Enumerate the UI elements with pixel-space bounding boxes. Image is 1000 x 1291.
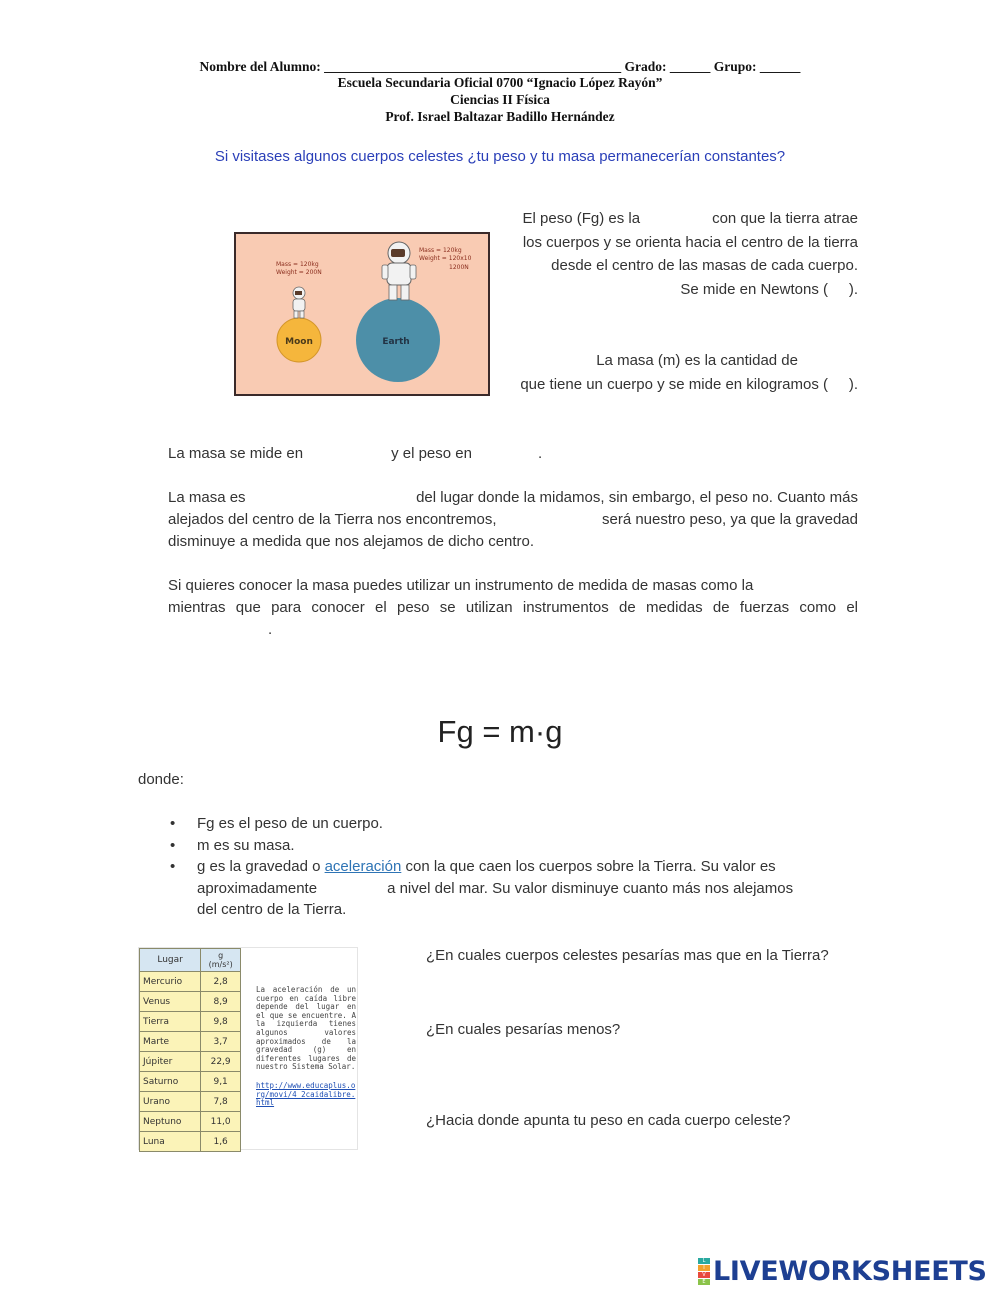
bullet-icon: • (170, 815, 176, 832)
earth-weight-label: Weight = 120x10 (419, 255, 472, 262)
table-cell-g: 22,9 (201, 1052, 241, 1072)
table-cell-g: 1,6 (201, 1132, 241, 1152)
table-row (140, 1132, 241, 1152)
subject-name: Ciencias II Física (450, 92, 550, 107)
column-header-g-symbol: g (218, 951, 224, 960)
table-cell-lugar: Mercurio (140, 972, 201, 992)
peso-def-text-1b: con que la tierra atrae (712, 210, 858, 227)
table-cell-lugar: Luna (140, 1132, 201, 1152)
table-cell-lugar: Urano (140, 1092, 201, 1112)
table-cell-lugar: Tierra (140, 1012, 201, 1032)
peso-definition (490, 207, 858, 301)
logo-badge-icon: L I V E (698, 1258, 710, 1285)
table-cell-g: 7,8 (201, 1092, 241, 1112)
table-cell-lugar: Marte (140, 1032, 201, 1052)
gravity-table (139, 948, 241, 1152)
column-header-g-unit: (m/s²) (208, 960, 233, 969)
bullet-icon: • (170, 858, 176, 875)
logo-text: LIVEWORKSHEETS (713, 1255, 987, 1287)
bullet-text-3c: aproximadamente (197, 879, 318, 897)
moon-mass-label: Mass = 120kg (276, 261, 319, 268)
table-row (140, 1052, 241, 1072)
peso-def-text-4: Se mide en Newtons ( ). (680, 280, 858, 298)
table-cell-g: 9,8 (201, 1012, 241, 1032)
list-item (170, 835, 850, 857)
peso-def-text-3: desde el centro de las masas de cada cuerpo. (551, 257, 858, 274)
table-cell-g: 9,1 (201, 1072, 241, 1092)
educaplus-link[interactable]: http://www.educaplus.org/movi/4_2caidalibre.html (256, 1081, 356, 1108)
table-row (140, 1112, 241, 1132)
weight-mass-illustration (234, 232, 490, 396)
school-name: Escuela Secundaria Oficial 0700 “Ignacio López Rayón” (337, 75, 663, 90)
earth-mass-label: Mass = 120kg (419, 247, 462, 254)
definition-list (170, 813, 850, 921)
p3-text-2: mientras que para conocer el peso se utilizan instrumentos de medidas de fuerzas como el (168, 599, 858, 616)
p2-text-e: disminuye a medida que nos alejamos de dicho centro. (168, 533, 535, 550)
paragraph-instruments (168, 575, 858, 641)
table-cell-lugar: Venus (140, 992, 201, 1012)
list-item (170, 813, 850, 835)
moon-weight-label: Weight = 200N (276, 269, 322, 276)
formula: Fg = m·g (437, 714, 563, 749)
student-name-line: Nombre del Alumno: ____________________________________________ Grado: ______ Grupo: ______ (199, 59, 801, 74)
table-row (140, 1012, 241, 1032)
liveworksheets-logo (698, 1256, 998, 1286)
table-row (140, 1092, 241, 1112)
list-item (170, 856, 850, 921)
teacher-name: Prof. Israel Baltazar Badillo Hernández (385, 109, 615, 124)
p2-text-d: será nuestro peso, ya que la gravedad (601, 511, 858, 528)
table-cell-lugar: Saturno (140, 1072, 201, 1092)
table-cell-lugar: Júpiter (140, 1052, 201, 1072)
gravity-table-box (138, 947, 358, 1150)
masa-def-text-2: que tiene un cuerpo y se mide en kilogramos ( ). (520, 375, 858, 393)
masa-definition (490, 349, 858, 396)
table-cell-g: 2,8 (201, 972, 241, 992)
p2-text-b: del lugar donde la midamos, sin embargo, el peso no. Cuanto más (416, 489, 858, 506)
bullet-text-2: m es su masa. (197, 836, 295, 854)
table-row (140, 1072, 241, 1092)
column-header-g (201, 949, 241, 972)
peso-def-text-2: los cuerpos y se orienta hacia el centro de la tierra (522, 233, 858, 251)
bullet-text-3a: g es la gravedad o (197, 858, 321, 875)
aceleracion-link[interactable]: aceleración (324, 858, 402, 875)
earth-weight-result: 1200N (449, 264, 469, 271)
bullet-text-1: Fg es el peso de un cuerpo. (197, 815, 383, 832)
p3-text-3: . (268, 621, 273, 638)
question-direccion-peso: ¿Hacia donde apunta tu peso en cada cuerpo celeste? (426, 1112, 791, 1129)
p1-text-a: La masa se mide en (168, 445, 304, 462)
question-pesarias-menos: ¿En cuales pesarías menos? (426, 1021, 621, 1038)
table-cell-g: 3,7 (201, 1032, 241, 1052)
moon-label: Moon (285, 337, 313, 347)
column-header-lugar: Lugar (140, 949, 201, 972)
p3-text-1: Si quieres conocer la masa puedes utilizar un instrumento de medida de masas como la (168, 577, 754, 594)
table-row (140, 1032, 241, 1052)
p1-text-c: . (537, 445, 543, 462)
question-pesarias-mas: ¿En cuales cuerpos celestes pesarías mas que en la Tierra? (426, 947, 829, 964)
donde-label: donde: (138, 771, 184, 788)
table-cell-g: 11,0 (201, 1112, 241, 1132)
peso-def-text-1a: El peso (Fg) es la (522, 210, 641, 227)
table-row (140, 992, 241, 1012)
bullet-text-3e: del centro de la Tierra. (197, 901, 347, 918)
table-row (140, 972, 241, 992)
earth-label: Earth (382, 337, 410, 347)
masa-def-text-1: La masa (m) es la cantidad de (596, 352, 798, 369)
table-cell-g: 8,9 (201, 992, 241, 1012)
gravity-note: La aceleración de un cuerpo en caída libre depende del lugar en el que se encuentre. A la izquierda tienes algunos valores aproximados de la gravedad (g) en diferentes lugares de nuestro Sistema Solar. (256, 985, 356, 1072)
paragraph-units (168, 443, 858, 465)
intro-question: Si visitases algunos cuerpos celestes ¿tu peso y tu masa permanecerían constantes? (214, 148, 786, 165)
paragraph-mass-constant (168, 487, 858, 553)
bullet-icon: • (170, 836, 176, 854)
p2-text-c: alejados del centro de la Tierra nos encontremos, (168, 511, 497, 528)
table-cell-lugar: Neptuno (140, 1112, 201, 1132)
bullet-text-3b: con la que caen los cuerpos sobre la Tierra. Su valor es (405, 858, 776, 875)
p2-text-a: La masa es (168, 489, 246, 506)
bullet-text-3d: a nivel del mar. Su valor disminuye cuanto más nos alejamos (387, 879, 794, 897)
p1-text-b: y el peso en (391, 445, 472, 462)
